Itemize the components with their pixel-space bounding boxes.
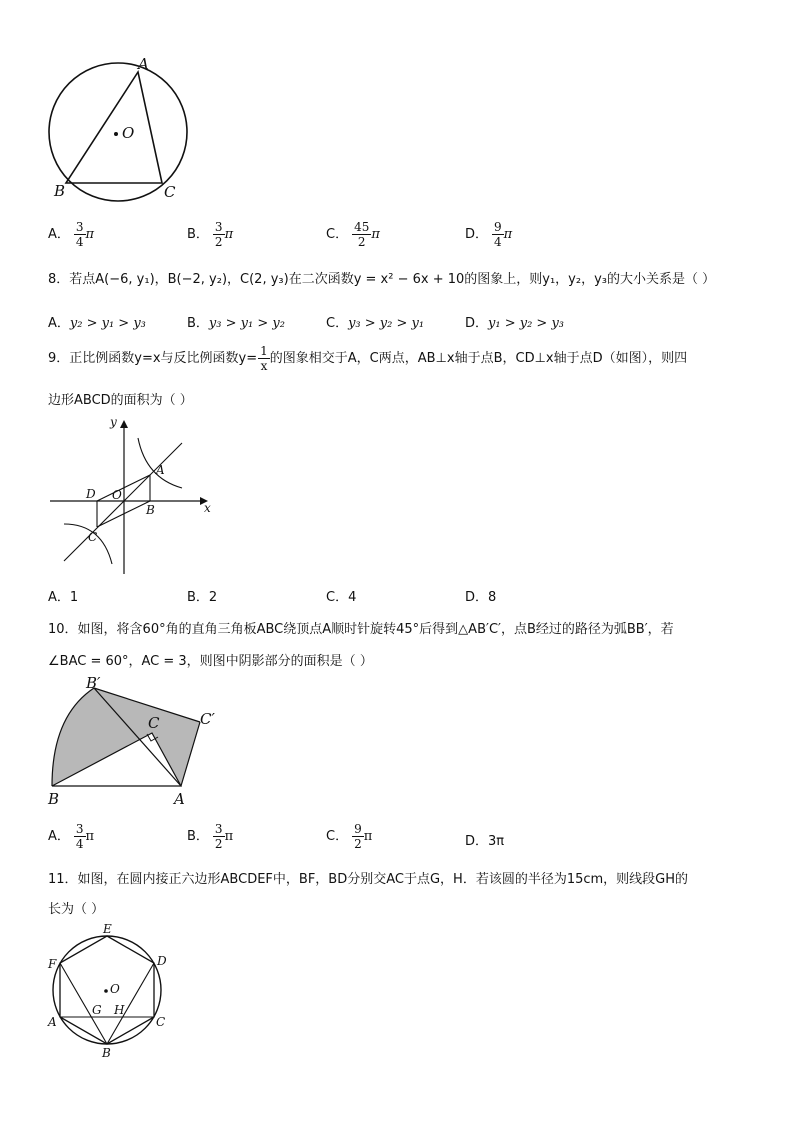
- q7-option-d-fraction: $\frac{9}{4}$: [494, 220, 502, 249]
- q9-option-b: B．2: [187, 590, 218, 605]
- q10-option-d: D．3π: [465, 834, 505, 849]
- q9-inline-fraction: $\frac{1}{x}$: [260, 344, 268, 373]
- q7-center-dot: [114, 132, 118, 136]
- q7-triangle-abc: [66, 72, 162, 183]
- q7-option-b-fraction: $\frac{3}{2}$: [214, 220, 223, 249]
- q10-rotation-figure: [44, 676, 234, 810]
- q10-option-b: B． $\frac{3}{2}$ π: [187, 822, 234, 851]
- q9-label-a: A: [156, 463, 165, 477]
- q9-label-y: y: [110, 415, 117, 429]
- q7-label-a: A: [138, 55, 149, 73]
- q9-label-x: x: [204, 501, 211, 515]
- q7-label-o: O: [122, 124, 135, 142]
- q9-function-graph-figure: [46, 414, 218, 578]
- q10-question-line2: ∠BAC = 60°，AC = 3，则图中阴影部分的面积是（ ）: [48, 654, 373, 669]
- q9-line-y-equals-x: [64, 443, 182, 561]
- q11-label-b: B: [102, 1046, 111, 1060]
- q9-option-d: D．8: [465, 590, 497, 605]
- q8-option-b: B．y₃ > y₁ > y₂: [187, 316, 285, 331]
- q7-label-c: C: [164, 183, 176, 201]
- q7-option-b-letter: B．: [187, 227, 209, 242]
- q8-option-a: A．y₂ > y₁ > y₃: [48, 316, 146, 331]
- q7-option-d-letter: D．: [465, 227, 489, 242]
- q9-label-d: D: [86, 487, 96, 501]
- q11-label-c: C: [156, 1015, 166, 1029]
- q7-option-a: A． $\frac{3}{4}$ π: [48, 220, 95, 249]
- q10-option-a: A． $\frac{3}{4}$ π: [48, 822, 95, 851]
- q9-label-o: O: [112, 488, 122, 502]
- q7-option-c-fraction: $\frac{45}{2}$: [354, 220, 370, 249]
- q11-question-line2: 长为（ ）: [48, 902, 105, 917]
- q7-option-d: D． $\frac{9}{4}$ π: [465, 220, 513, 249]
- q11-label-o: O: [110, 982, 120, 996]
- q8-option-c: C．y₃ > y₂ > y₁: [326, 316, 425, 331]
- q9-question-line2: 边形ABCD的面积为（ ）: [48, 393, 193, 408]
- q7-circle-triangle-figure: [40, 50, 200, 210]
- q11-label-f: F: [48, 957, 57, 971]
- q9-question-line1: 9．正比例函数y=x与反比例函数y= $\frac{1}{x}$ 的图象相交于A，C两点，AB⊥x轴于点B，CD⊥x轴于点D（如图），则四: [48, 344, 688, 373]
- q7-label-b: B: [54, 182, 66, 200]
- q7-option-b: B． $\frac{3}{2}$ π: [187, 220, 234, 249]
- q10-label-c: C: [148, 714, 160, 732]
- q7-option-a-letter: A．: [48, 227, 70, 242]
- q9-label-b: B: [146, 503, 155, 517]
- q7-option-c: C． $\frac{45}{2}$ π: [326, 220, 380, 249]
- q10-question-line1: 10．如图，将含60°角的直角三角板ABC绕顶点A顺时针旋转45°后得到△AB′C′，点B经过的路径为弧BB′，若: [48, 622, 674, 637]
- q10-label-a: A: [174, 790, 185, 808]
- q7-option-a-fraction: $\frac{3}{4}$: [75, 220, 84, 249]
- q7-option-c-letter: C．: [326, 227, 349, 242]
- q11-question-line1: 11．如图，在圆内接正六边形ABCDEF中，BF，BD分别交AC于点G，H．若该圆的半径为15cm，则线段GH的: [48, 872, 689, 887]
- q11-label-g: G: [92, 1003, 102, 1017]
- q8-question-text: 8．若点A(−6, y₁)，B(−2, y₂)，C(2, y₃)在二次函数y = x² − 6x + 10的图象上，则y₁，y₂，y₃的大小关系是（ ）: [48, 272, 716, 287]
- q9-option-a: A．1: [48, 590, 79, 605]
- q11-label-e: E: [103, 922, 112, 936]
- q9-label-c: C: [88, 530, 98, 544]
- q9-option-c: C．4: [326, 590, 357, 605]
- q8-option-d: D．y₁ > y₂ > y₃: [465, 316, 564, 331]
- q10-label-b-prime: B′: [86, 676, 101, 692]
- q11-hexagon-figure: [42, 920, 182, 1060]
- q11-center-dot: [104, 989, 108, 993]
- q10-option-c: C． $\frac{9}{2}$ π: [326, 822, 373, 851]
- q11-label-h: H: [114, 1003, 125, 1017]
- q10-label-c-prime: C′: [200, 710, 215, 728]
- q10-label-b: B: [48, 790, 60, 808]
- q7-circle: [49, 63, 187, 201]
- q11-label-a: A: [48, 1015, 57, 1029]
- q9-y-axis-arrow-icon: [120, 420, 128, 428]
- q11-label-d: D: [157, 954, 167, 968]
